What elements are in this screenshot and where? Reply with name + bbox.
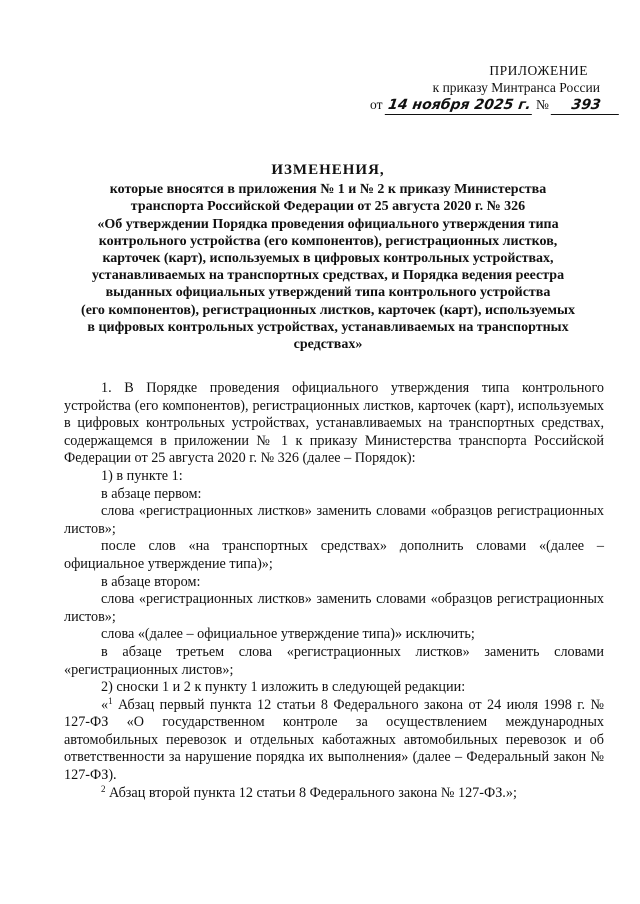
heading-line: (его компонентов), регистрационных листков, карточек (карт), используемых	[81, 302, 575, 318]
paragraph-7: слова «регистрационных листков» заменить словами «образцов регистрационных листов»;	[64, 591, 604, 625]
paragraph-5: после слов «на транспортных средствах» дополнить словами «(далее – официальное утверждение типа)»;	[64, 538, 604, 572]
from-label: от	[370, 97, 383, 112]
paragraph-4: слова «регистрационных листков» заменить словами «образцов регистрационных листов»;	[64, 503, 604, 537]
heading-line: карточек (карт), используемых в цифровых контрольных устройствах,	[102, 251, 554, 267]
paragraph-10: 2) сноски 1 и 2 к пункту 1 изложить в следующей редакции:	[101, 679, 466, 696]
handwritten-date: 14 ноября 2025 г.	[385, 97, 534, 115]
paragraph-6: в абзаце втором:	[101, 573, 201, 590]
paragraph-12	[64, 785, 604, 803]
handwritten-number: 393	[551, 97, 622, 115]
appendix-date-line	[370, 96, 603, 115]
paragraph-1: 1. В Порядке проведения официального утверждения типа контрольного устройства (его компонентов), регистрационных листков, карточек (карт), используемых в цифровых контрольных устройствах, устанавливаемых на транспортных средствах, содержащемся в приложении № 1 к приказу Министерства транспорта Российской Федерации от 25 августа 2020 г. № 326 (далее – Порядок):	[64, 380, 604, 467]
heading-line: устанавливаемых на транспортных средствах, и Порядка ведения реестра	[91, 268, 565, 284]
paragraph-3: в абзаце первом:	[101, 485, 202, 502]
heading-line: транспорта Российской Федерации от 25 августа 2020 г. № 326	[130, 199, 526, 215]
paragraph-2: 1) в пункте 1:	[101, 467, 183, 484]
appendix-title: ПРИЛОЖЕНИЕ	[489, 63, 588, 78]
appendix-order-ref: к приказу Минтранса России	[432, 80, 600, 95]
document-heading	[60, 162, 596, 353]
heading-line: контрольного устройства (его компонентов), регистрационных листков,	[98, 233, 558, 249]
paragraph-11	[64, 697, 604, 785]
quote-open: «	[101, 696, 109, 713]
heading-line: средствах»	[293, 337, 363, 353]
heading-line: «Об утверждении Порядка проведения официального утверждения типа	[97, 216, 559, 232]
paragraph-9: в абзаце третьем слова «регистрационных листков» заменить словами «регистрационных листов»;	[64, 643, 604, 678]
appendix-block	[370, 62, 603, 115]
heading-line: выданных официальных утверждений типа контрольного устройства	[105, 285, 551, 301]
paragraph-8: слова «(далее – официальное утверждение типа)» исключить;	[101, 626, 475, 643]
heading-line: которые вносятся в приложения № 1 и № 2 к приказу Министерства	[109, 182, 547, 198]
footnote-marker-1: 1	[108, 695, 113, 706]
footnote-2-text: Абзац второй пункта 12 статьи 8 Федерального закона № 127-ФЗ.»;	[105, 784, 517, 801]
heading-line: в цифровых контрольных устройствах, устанавливаемых на транспортных	[87, 319, 569, 335]
footnote-1-text: Абзац первый пункта 12 статьи 8 Федерального закона от 24 июля 1998 г. № 127-ФЗ «О государственном контроле за осуществлением международных автомобильных перевозок и отдельных каботажных автомобильных перевозок и об ответственности за нарушение порядка их выполнения» (далее – Федеральный закон № 127-ФЗ).	[64, 696, 604, 784]
footnote-marker-2: 2	[101, 783, 106, 794]
document-body	[64, 380, 604, 802]
number-label: №	[536, 97, 549, 112]
heading-title: ИЗМЕНЕНИЯ,	[271, 162, 385, 178]
